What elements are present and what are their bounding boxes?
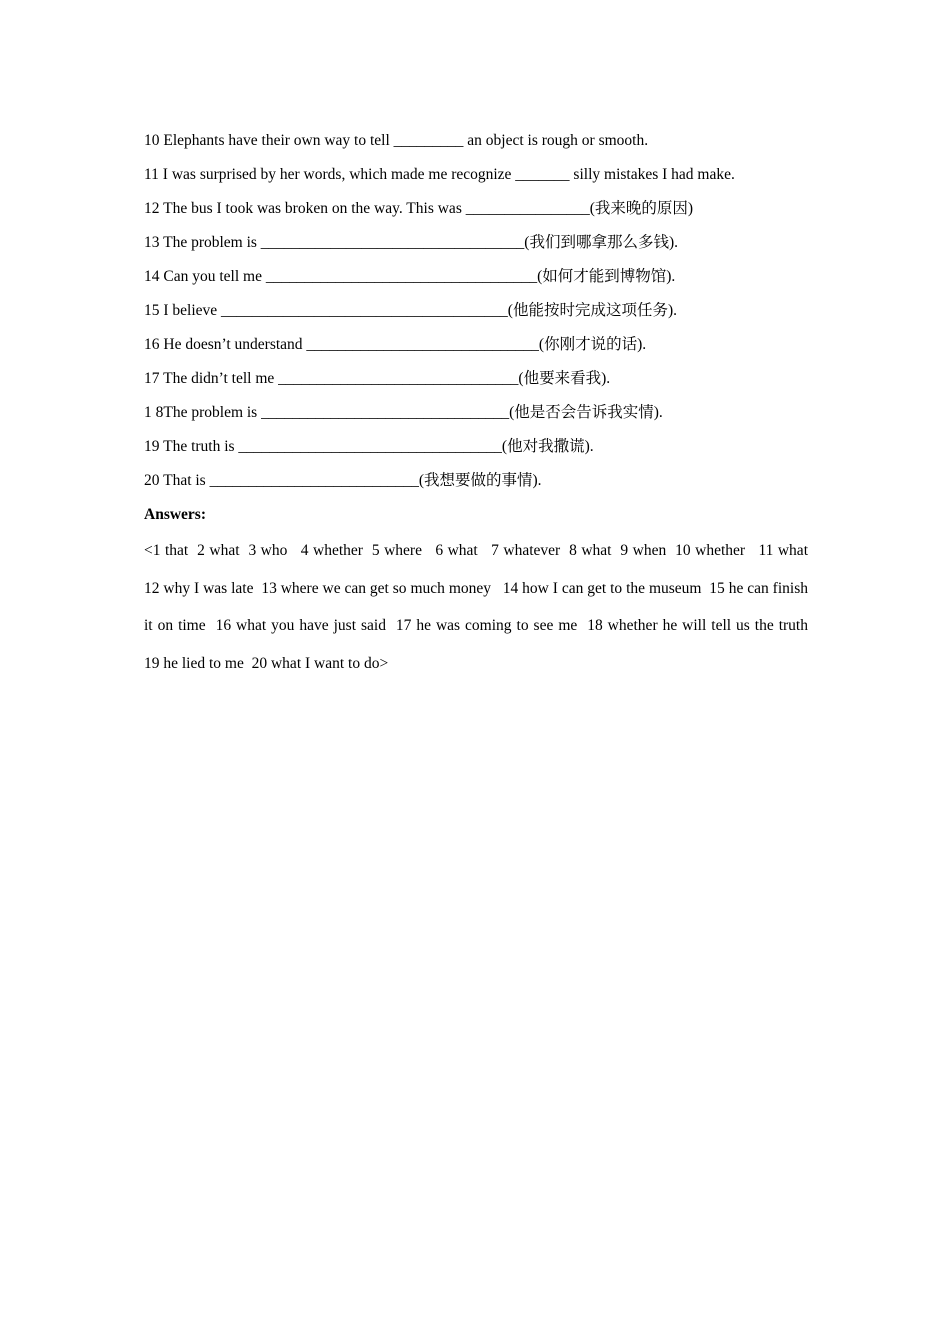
question-12: 12 The bus I took was broken on the way. This was ________________(我来晚的原因) xyxy=(144,200,694,217)
question-16: 16 He doesn’t understand ______________________________(你刚才说的话). xyxy=(144,336,647,353)
question-14: 14 Can you tell me ___________________________________(如何才能到博物馆). xyxy=(144,268,676,285)
question-13: 13 The problem is __________________________________(我们到哪拿那么多钱). xyxy=(144,234,679,251)
question-11: 11 I was surprised by her words, which made me recognize _______ silly mistakes I had make. xyxy=(144,166,735,183)
answers-text: <1 that 2 what 3 who 4 whether 5 where 6 what 7 whatever 8 what 9 when 10 whether 11 what 12 why I was late 13 where we can get so much money 14 how I can get to the museum 15 he can finish it on time 16 what you have just said 17 he was coming to see me 18 whether he will tell us the truth 19 he lied to me 20 what I want to do> xyxy=(144,542,824,672)
question-17: 17 The didn’t tell me _______________________________(他要来看我). xyxy=(144,370,611,387)
answers-heading: Answers: xyxy=(144,506,206,523)
document-content xyxy=(144,124,824,682)
question-18: 1 8The problem is ________________________________(他是否会告诉我实情). xyxy=(144,404,663,421)
question-20: 20 That is ___________________________(我想要做的事情). xyxy=(144,472,542,489)
question-15: 15 I believe _____________________________________(他能按时完成这项任务). xyxy=(144,302,677,319)
question-19: 19 The truth is __________________________________(他对我撒谎). xyxy=(144,438,594,455)
question-10: 10 Elephants have their own way to tell _________ an object is rough or smooth. xyxy=(144,132,649,149)
